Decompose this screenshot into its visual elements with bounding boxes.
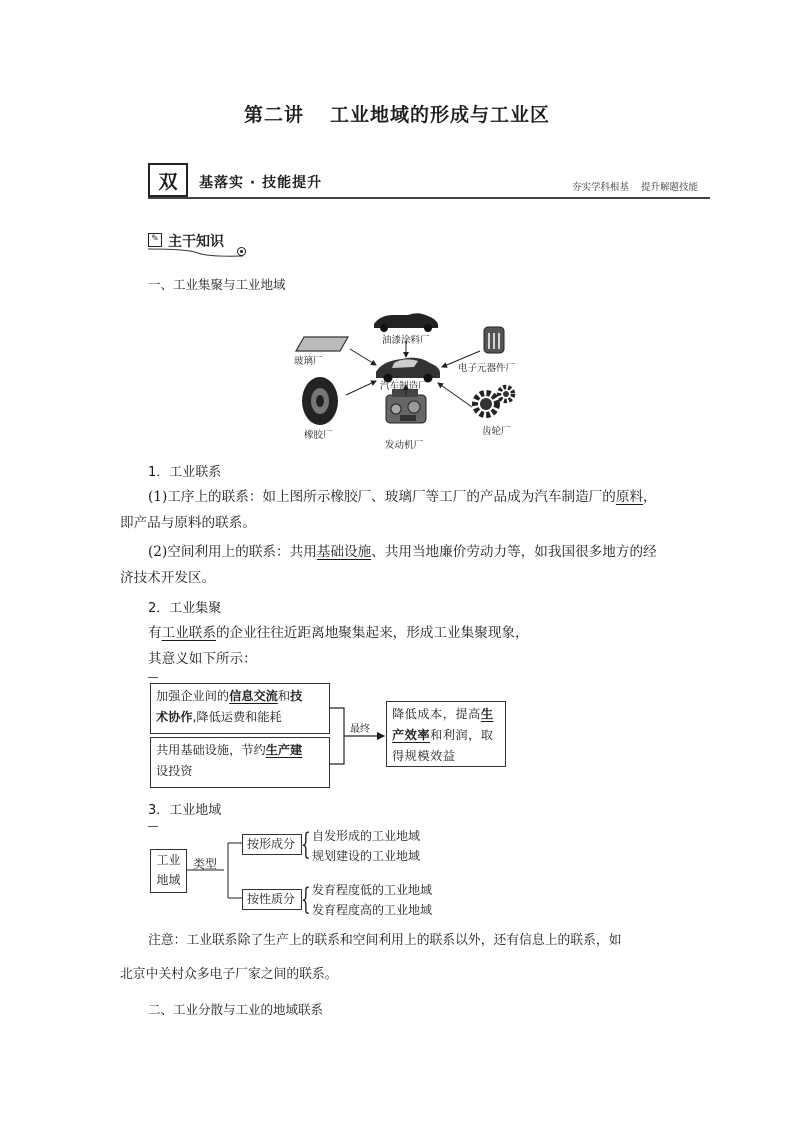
knowledge-label: ✎ 主干知识	[148, 230, 248, 258]
s2-para: 有工业联系的企业往往近距离地聚集起来，形成工业集聚现象，	[148, 625, 529, 641]
section-banner	[148, 163, 710, 199]
brace-2: {	[301, 882, 311, 917]
banner-rule	[148, 197, 710, 199]
result-box: 降低成本，提高生 产效率和利润，取 得规模效益	[386, 701, 506, 767]
corner-mark-2	[148, 826, 158, 827]
tree-connectors	[187, 836, 247, 916]
benefit-box-1: 加强企业间的信息交流和技 术协作,降低运费和能耗	[150, 683, 330, 734]
arrow-label: 最终	[350, 724, 370, 735]
s2-para-line2: 其意义如下所示：	[148, 651, 257, 667]
label-gear-factory: 齿轮厂	[482, 426, 511, 437]
s1-para1-line2: 即产品与原料的联系。	[120, 515, 256, 531]
benefit-box-2: 共用基础设施，节约生产建 设投资	[150, 737, 330, 788]
page-title: 第二讲 工业地域的形成与工业区	[243, 104, 551, 126]
tree-type-label: 类型	[193, 857, 218, 871]
s1-para2-line2: 济技术开发区。	[120, 570, 216, 586]
glass-pane-icon	[296, 337, 348, 351]
label-electronics-factory: 电子元器件厂	[458, 363, 516, 374]
underline-curve	[148, 248, 243, 258]
label-rubber-factory: 橡胶厂	[304, 430, 333, 441]
tire-icon	[302, 377, 338, 425]
corner-mark	[148, 677, 158, 678]
s2-heading: 2．工业集聚	[148, 601, 222, 616]
label-car-factory: 汽车制造厂	[380, 381, 428, 392]
banner-heading: 基落实 · 技能提升	[199, 175, 323, 191]
merge-arrow	[330, 700, 386, 772]
tree-root: 工业地域	[150, 849, 187, 893]
banner-icon-box: 双	[148, 163, 188, 197]
label-glass-factory: 玻璃厂	[294, 356, 323, 367]
convertible-car-icon	[374, 313, 438, 332]
target-icon	[237, 247, 246, 256]
electronic-component-icon	[484, 327, 504, 353]
s3-note: 注意：工业联系除了生产上的联系和空间利用上的联系以外，还有信息上的联系，如	[148, 933, 622, 948]
s1-para1: (1)工序上的联系：如上图所示橡胶厂、玻璃厂等工厂的产品成为汽车制造厂的原料，	[148, 489, 657, 505]
factory-diagram	[290, 307, 530, 457]
tree-branch-nature: 按性质分	[242, 889, 302, 910]
s1-heading: 1．工业联系	[148, 465, 222, 480]
pen-icon: ✎	[148, 233, 162, 247]
label-engine-factory: 发动机厂	[385, 440, 424, 451]
tree-leaves-2: 发育程度低的工业地域 发育程度高的工业地域	[312, 883, 433, 917]
label-paint-factory: 油漆涂料厂	[382, 335, 430, 346]
tree-branch-formation: 按形成分	[242, 834, 302, 855]
tree-leaves-1: 自发形成的工业地域 规划建设的工业地域	[312, 829, 421, 863]
section1-heading: 一、工业集聚与工业地域	[148, 277, 286, 292]
gears-icon	[475, 387, 513, 415]
s3-note-line2: 北京中关村众多电子厂家之间的联系。	[120, 967, 338, 982]
s1-para2: (2)空间利用上的联系：共用基础设施、共用当地廉价劳动力等，如我国很多地方的经	[148, 544, 657, 560]
brace-1: {	[301, 827, 311, 862]
s3-heading: 3．工业地域	[148, 803, 222, 818]
section2-heading: 二、工业分散与工业的地域联系	[148, 1002, 324, 1017]
banner-slogan: 夯实学科根基 提升解题技能	[571, 182, 698, 193]
